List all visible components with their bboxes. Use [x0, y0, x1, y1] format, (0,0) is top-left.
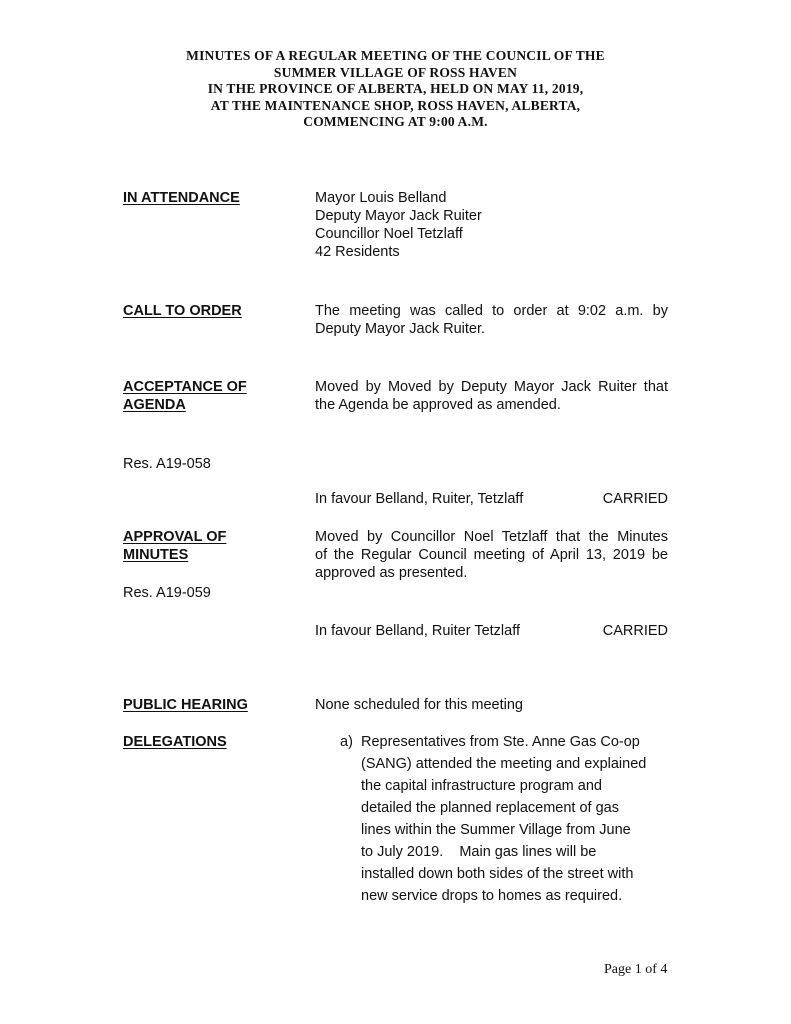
- text-line: detailed the planned replacement of gas: [361, 800, 619, 816]
- text-line: the capital infrastructure program and: [361, 778, 602, 794]
- page-number: Page 1 of 4: [604, 962, 668, 977]
- agenda-text: [315, 378, 668, 414]
- text-line: new service drops to homes as required.: [361, 888, 623, 904]
- heading-line: ACCEPTANCE OF: [123, 379, 247, 395]
- title-line: AT THE MAINTENANCE SHOP, ROSS HAVEN, ALBERTA,: [210, 97, 581, 113]
- heading-line: APPROVAL OF: [123, 529, 227, 545]
- title-line: COMMENCING AT 9:00 A.M.: [303, 114, 488, 130]
- attendee: Councillor Noel Tetzlaff: [315, 226, 463, 242]
- text-line: The meeting was called to order at 9:02 a.m. by: [315, 303, 668, 319]
- delegation-text: [361, 731, 671, 907]
- title-line: MINUTES OF A REGULAR MEETING OF THE COUNCIL OF THE: [186, 48, 605, 63]
- heading-line: AGENDA: [123, 397, 186, 413]
- vote-result: CARRIED: [602, 491, 668, 507]
- agenda-heading: [123, 378, 247, 414]
- title-line: IN THE PROVINCE OF ALBERTA, HELD ON MAY 11, 2019,: [207, 81, 584, 97]
- vote-text: In favour Belland, Ruiter, Tetzlaff: [315, 491, 524, 507]
- text-line: (SANG) attended the meeting and explained: [361, 756, 647, 772]
- vote-text: In favour Belland, Ruiter Tetzlaff: [315, 623, 520, 639]
- text-line: None scheduled for this meeting: [315, 697, 523, 713]
- text-line: Moved by Councillor Noel Tetzlaff that the Minutes: [315, 529, 668, 545]
- text-line: of the Regular Council meeting of April 13, 2019 be: [315, 547, 668, 563]
- public-hearing-text: [315, 696, 668, 714]
- attendee: Deputy Mayor Jack Ruiter: [315, 208, 482, 224]
- public-hearing-heading: PUBLIC HEARING: [123, 697, 248, 713]
- text-line: lines within the Summer Village from June: [361, 822, 631, 838]
- heading-line: MINUTES: [123, 547, 189, 563]
- text-line: Representatives from Ste. Anne Gas Co-op: [361, 734, 640, 750]
- minutes-text: [315, 528, 668, 582]
- vote-result: CARRIED: [602, 623, 668, 639]
- text-line: approved as presented.: [315, 565, 468, 581]
- attendee: 42 Residents: [315, 244, 400, 260]
- title-line: SUMMER VILLAGE OF ROSS HAVEN: [273, 64, 518, 80]
- text-line: Moved by Moved by Deputy Mayor Jack Ruiter that: [315, 379, 668, 395]
- attendance-heading: IN ATTENDANCE: [123, 190, 240, 206]
- call-to-order-heading: CALL TO ORDER: [123, 303, 242, 319]
- delegations-heading: DELEGATIONS: [123, 734, 227, 750]
- agenda-vote: [315, 490, 668, 508]
- text-line: installed down both sides of the street with: [361, 866, 634, 882]
- attendance-list: [315, 189, 668, 261]
- minutes-resolution-number: Res. A19-059: [123, 585, 211, 601]
- agenda-resolution-number: Res. A19-058: [123, 456, 211, 472]
- attendee: Mayor Louis Belland: [315, 190, 447, 206]
- minutes-heading: [123, 528, 226, 564]
- text-line: Deputy Mayor Jack Ruiter.: [315, 321, 486, 337]
- text-line: to July 2019. Main gas lines will be: [361, 844, 597, 860]
- minutes-vote: [315, 622, 668, 640]
- list-marker: a): [340, 734, 353, 750]
- text-line: the Agenda be approved as amended.: [315, 397, 561, 413]
- call-to-order-text: [315, 302, 668, 338]
- document-title: [0, 48, 791, 131]
